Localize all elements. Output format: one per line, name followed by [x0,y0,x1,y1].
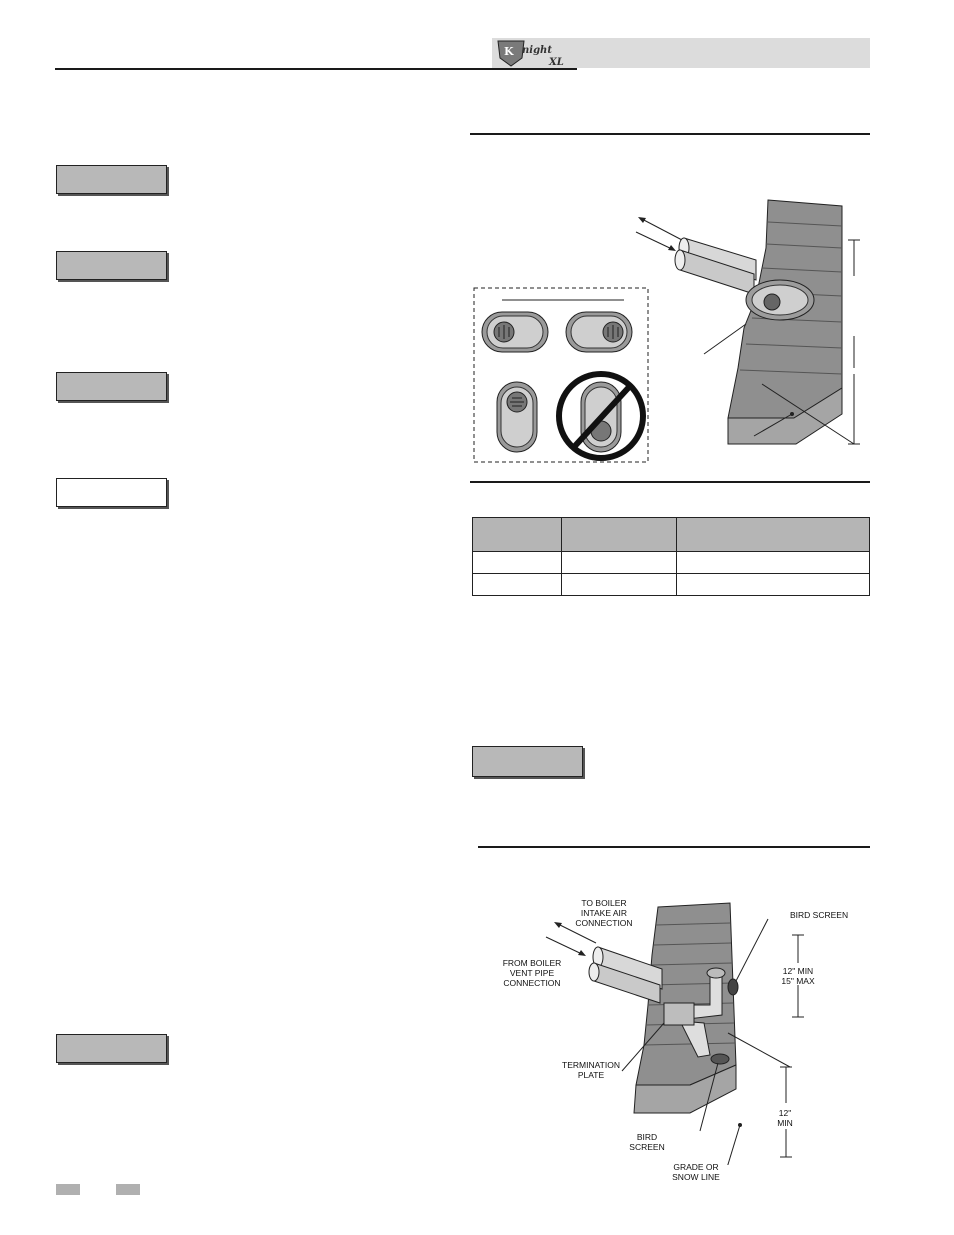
label-dim-top: 12" MIN 15" MAX [781,966,815,986]
label-bird-screen-top: BIRD SCREEN [790,910,849,920]
exhaust-arrow-bottom [546,937,584,955]
table-cell [562,574,677,596]
table-cell [473,552,562,574]
notice-box-1 [56,165,167,194]
table-cell [473,574,562,596]
footer-tab-right [116,1184,140,1195]
label-bird-screen-bottom: BIRD SCREEN [629,1132,665,1152]
table-cell [677,574,870,596]
section-rule-3 [478,846,870,848]
table-header-row [473,518,870,552]
spec-table [472,517,870,596]
bird-screen-top [728,979,738,995]
notice-box-2 [56,251,167,280]
section-rule-1 [470,133,870,135]
notice-box-5 [56,1034,167,1063]
plate-vertical-bottom-prohibited-icon [559,374,643,458]
table-header-cell [677,518,870,552]
table-header-cell [562,518,677,552]
table-row [473,552,870,574]
label-from-boiler-vent: FROM BOILER VENT PIPE CONNECTION [502,958,562,988]
exhaust-arrow [636,232,674,250]
footer-tab-left [56,1184,80,1195]
notice-box-right [472,746,583,777]
label-grade-line: GRADE OR SNOW LINE [672,1162,720,1182]
svg-text:XL: XL [549,57,564,68]
table-cell [562,552,677,574]
table-row [473,574,870,596]
plate-horizontal-left-icon [482,312,548,352]
label-to-boiler-intake: TO BOILER INTAKE AIR CONNECTION [575,898,633,928]
notice-box-3 [56,372,167,401]
plate-vertical-top-icon [497,382,537,452]
svg-text:night: night [522,45,552,56]
brand-logo [494,38,580,68]
plate-horizontal-right-icon [566,312,632,352]
section-rule-2 [470,481,870,483]
table-header-cell [473,518,562,552]
label-dim-bottom: 12" MIN [777,1108,793,1128]
table-cell [677,552,870,574]
header-rule-left [55,68,577,70]
notice-box-4 [56,478,167,507]
label-termination-plate: TERMINATION PLATE [562,1060,620,1080]
figure-top-illustration [470,188,870,468]
svg-text:K: K [504,45,514,58]
